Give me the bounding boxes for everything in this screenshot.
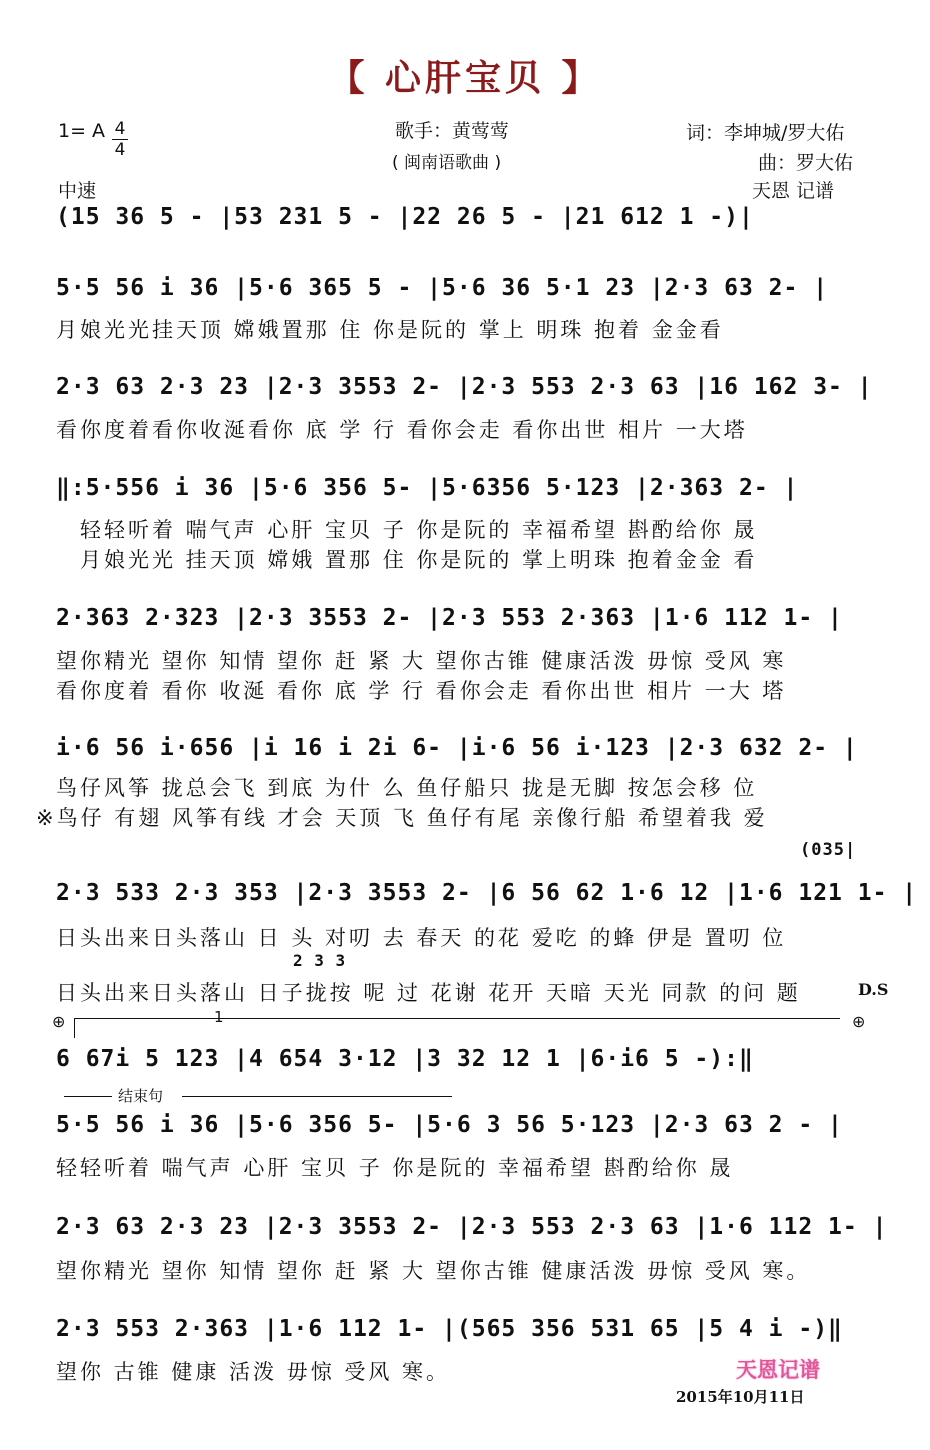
notation-row: ‖:5·556 i 36 |5·6 356 5- |5·6356 5·123 |2·363 2- | xyxy=(56,475,799,501)
ending-label: 结束句 xyxy=(118,1087,164,1105)
song-title: 【 心肝宝贝 】 xyxy=(328,58,602,99)
lyric-line: 月娘光光 挂天顶 嫦娥 置那 住 你是阮的 掌上明珠 抱着金金 看 xyxy=(80,548,758,572)
transcriber: 天恩 记谱 xyxy=(752,180,835,202)
notation-row: 2·363 2·323 |2·3 3553 2- |2·3 553 2·363 |1·6 112 1- | xyxy=(56,605,843,631)
volta-number: 1 xyxy=(214,1008,224,1026)
dal-segno-mark: D.S xyxy=(858,980,889,999)
notation-row: 5·5 56 i 36 |5·6 356 5- |5·6 3 56 5·123 |2·3 63 2 - | xyxy=(56,1112,843,1138)
coda-icon: ⊕ xyxy=(52,1012,66,1031)
lyric-line: 月娘光光挂天顶 嫦娥置那 住 你是阮的 掌上 明珠 抱着 金金看 xyxy=(56,318,724,342)
lyric-line: 看你度着看你收涎看你 底 学 行 看你会走 看你出世 相片 一大塔 xyxy=(56,418,748,442)
key-signature: 1= A xyxy=(58,120,106,142)
ending-line xyxy=(182,1096,452,1097)
lyric-line: 看你度着 看你 收涎 看你 底 学 行 看你会走 看你出世 相片 一大 塔 xyxy=(56,679,787,703)
time-sig-numerator: 4 xyxy=(114,119,126,139)
notation-row: 5·5 56 i 36 |5·6 365 5 - |5·6 36 5·1 23 |2·3 63 2- | xyxy=(56,275,829,301)
variant-notes: 2 3 3 xyxy=(293,951,347,970)
lyric-line: 望你精光 望你 知情 望你 赶 紧 大 望你古锥 健康活泼 毋惊 受风 寒。 xyxy=(56,1259,811,1283)
singer: 歌手：黄莺莺 xyxy=(395,120,510,142)
time-sig-denominator: 4 xyxy=(114,140,126,160)
lyric-line: 望你 古锥 健康 活泼 毋惊 受风 寒。 xyxy=(56,1360,451,1384)
composer: 曲：罗大佑 xyxy=(758,152,854,174)
lyric-line: 轻轻听着 喘气声 心肝 宝贝 子 你是阮的 幸福希望 斟酌给你 晟 xyxy=(56,1156,734,1180)
coda-icon: ⊕ xyxy=(852,1012,866,1031)
genre: ( 闽南语歌曲 ) xyxy=(392,153,502,173)
lyric-line: ※鸟仔 有翅 风筝有线 才会 天顶 飞 鱼仔有尾 亲像行船 希望着我 爱 xyxy=(36,806,768,830)
lyric-line: 鸟仔风筝 拢总会飞 到底 为什 么 鱼仔船只 拢是无脚 按怎会移 位 xyxy=(56,776,758,800)
notation-row: 2·3 63 2·3 23 |2·3 3553 2- |2·3 553 2·3 63 |1·6 112 1- | xyxy=(56,1214,888,1240)
notation-row: i·6 56 i·656 |i 16 i 2i 6- |i·6 56 i·123 |2·3 632 2- | xyxy=(56,735,858,761)
volta-bracket-start xyxy=(74,1018,75,1038)
volta-bracket xyxy=(74,1018,840,1020)
lyricist: 词：李坤城/罗大佑 xyxy=(686,122,845,144)
notation-row: 2·3 63 2·3 23 |2·3 3553 2- |2·3 553 2·3 63 |16 162 3- | xyxy=(56,374,873,400)
lyric-line: 轻轻听着 喘气声 心肝 宝贝 子 你是阮的 幸福希望 斟酌给你 晟 xyxy=(80,518,758,542)
tempo: 中速 xyxy=(58,180,97,202)
ending-line xyxy=(64,1096,112,1097)
notation-row: 2·3 553 2·363 |1·6 112 1- |(565 356 531 65 |5 4 i -)‖ xyxy=(56,1316,843,1342)
pickup-notes: (035| xyxy=(800,840,857,860)
date-stamp: 2015年10月11日 xyxy=(676,1388,805,1406)
notation-row: 2·3 533 2·3 353 |2·3 3553 2- |6 56 62 1·6 12 |1·6 121 1- | xyxy=(56,880,918,906)
lyric-line: 日头出来日头落山 日子拢按 呢 过 花谢 花开 天暗 天光 同款 的问 题 xyxy=(56,981,801,1005)
lyric-line: 日头出来日头落山 日 头 对叨 去 春天 的花 爱吃 的蜂 伊是 置叨 位 xyxy=(56,926,787,950)
time-signature xyxy=(112,120,128,159)
notation-row: 6 67i 5 123 |4 654 3·12 |3 32 12 1 |6·i6 5 -):‖ xyxy=(56,1046,754,1072)
transcriber-signature: 天恩记谱 xyxy=(736,1358,820,1382)
notation-row: (15 36 5 - |53 231 5 - |22 26 5 - |21 612 1 -)| xyxy=(56,204,754,230)
lyric-line: 望你精光 望你 知情 望你 赶 紧 大 望你古锥 健康活泼 毋惊 受风 寒 xyxy=(56,649,787,673)
